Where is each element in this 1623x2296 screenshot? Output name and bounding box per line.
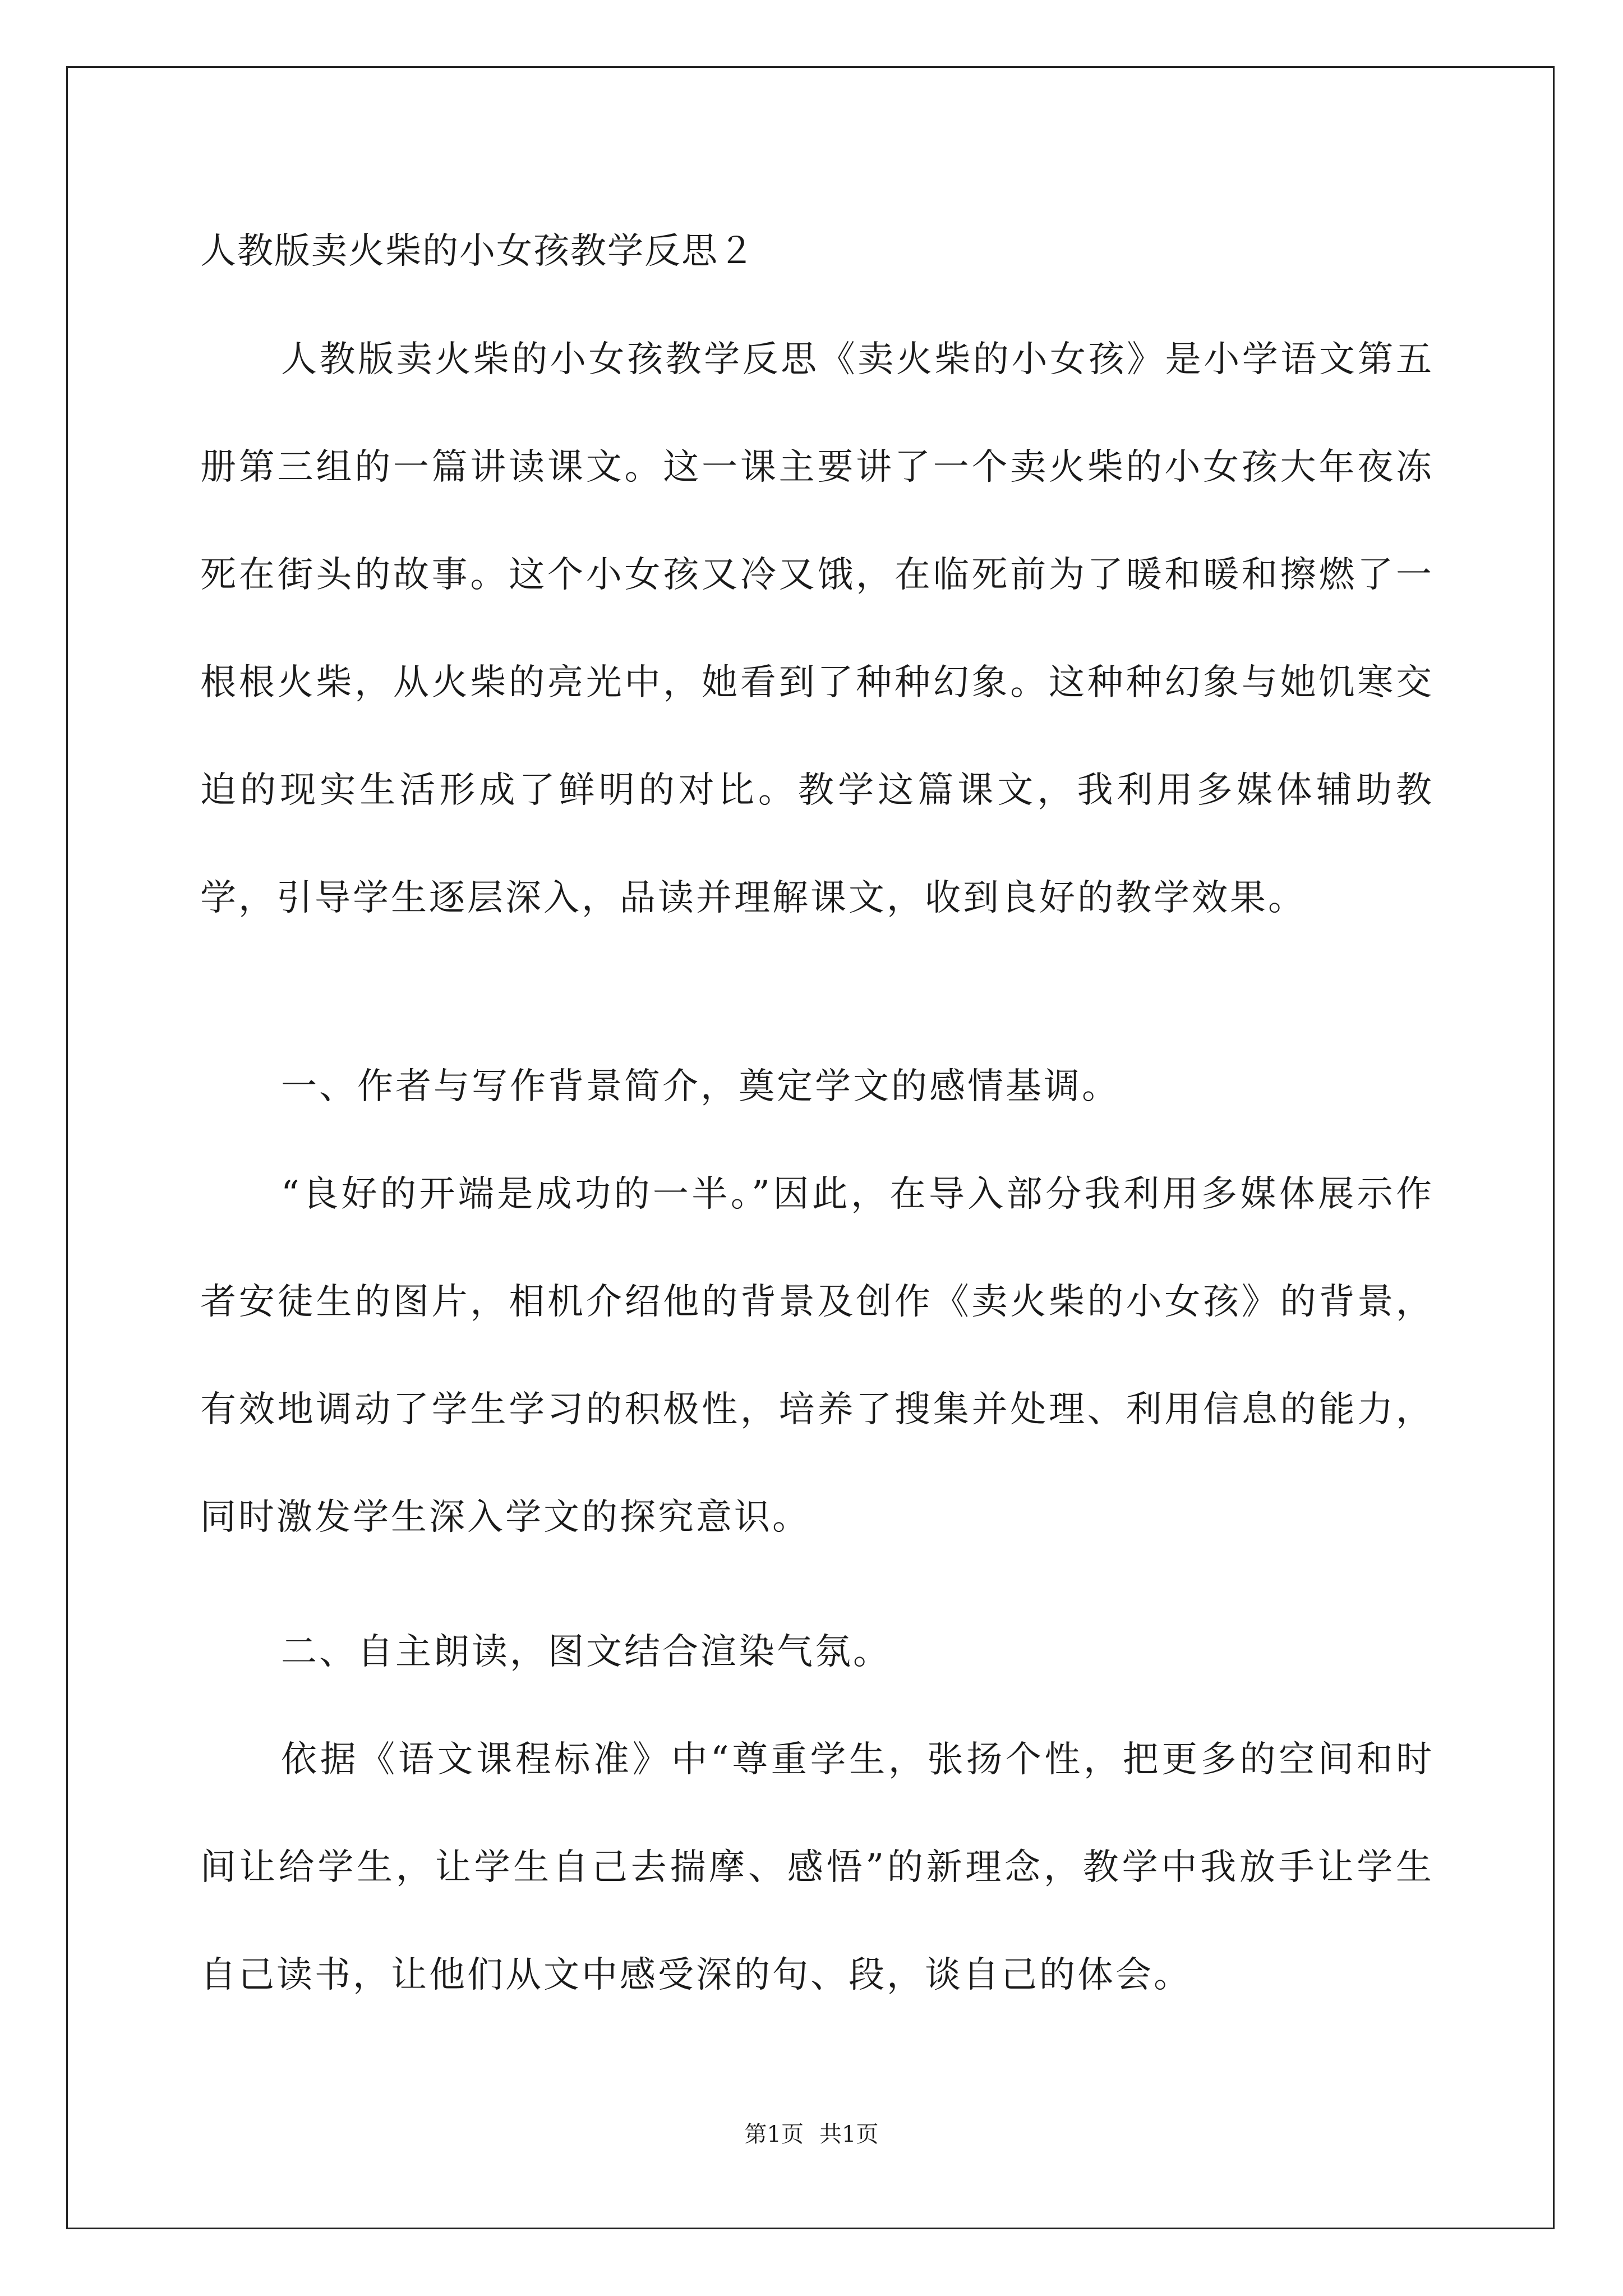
document-title: 人教版卖火柴的小女孩教学反思２ <box>200 231 755 272</box>
page-total: 共1页 <box>819 2122 879 2147</box>
section-heading-2: 二、自主朗读，图文结合渲染气氛。 <box>281 1631 891 1673</box>
section-heading-1: 一、作者与写作背景简介，奠定学文的感情基调。 <box>281 1066 1120 1107</box>
page-footer <box>0 2118 1623 2151</box>
paragraph-section-1: “良好的开端是成功的一半。”因此，在导入部分我利用多媒体展示作者安徒生的图片，相机介绍他的背景及创作《卖火柴的小女孩》的背景，有效地调动了学生学习的积极性，培养了搜集并处理、利用信息的能力，同时激发学生深入学文的探究意识。 <box>200 1174 1434 1538</box>
paragraph-section-2: 依据《语文课程标准》中“尊重学生，张扬个性，把更多的空间和时间让给学生，让学生自己去揣摩、感悟”的新理念，教学中我放手让学生自己读书，让他们从文中感受深的句、段，谈自己的体会。 <box>200 1739 1434 1996</box>
paragraph-intro: 人教版卖火柴的小女孩教学反思《卖火柴的小女孩》是小学语文第五册第三组的一篇讲读课文。这一课主要讲了一个卖火柴的小女孩大年夜冻死在街头的故事。这个小女孩又冷又饿，在临死前为了暖和暖和擦燃了一根根火柴，从火柴的亮光中，她看到了种种幻象。这种种幻象与她饥寒交迫的现实生活形成了鲜明的对比。教学这篇课文，我利用多媒体辅助教学，引导学生逐层深入，品读并理解课文，收到良好的教学效果。 <box>200 339 1434 919</box>
page-number: 第1页 <box>744 2122 804 2147</box>
